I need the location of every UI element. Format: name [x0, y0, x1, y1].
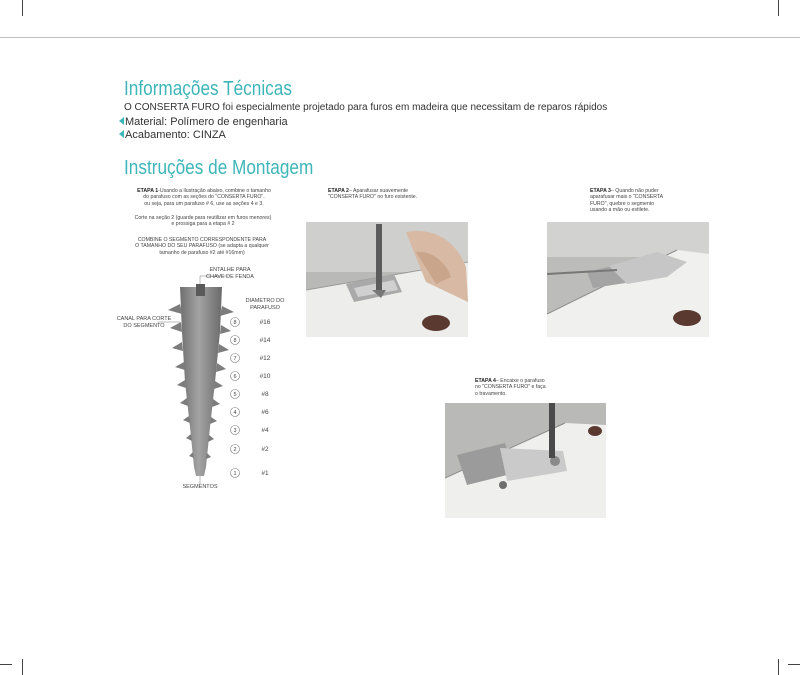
diametro-label: DIAMETRO DO [245, 298, 285, 304]
etapa3-line: FURO", quebre o segmento [590, 200, 655, 207]
etapa1-label: ETAPA 1 [137, 188, 159, 194]
corte-line: e prossiga para a etapa # 2 [171, 221, 235, 228]
screw-size: #1 [261, 470, 269, 477]
etapa4-label: ETAPA 4 [475, 378, 496, 384]
etapa4-line: no "CONSERTA FURO" e faça [475, 384, 546, 391]
canal-label: DO SEGMENTO [123, 323, 165, 329]
section-number: 8 [233, 338, 237, 344]
conserta-furo-diagram [110, 262, 310, 494]
combine-line: tamanho de parafuso #2 até #16mm) [159, 249, 245, 256]
section-number: 2 [233, 447, 237, 453]
section-number: 1 [233, 471, 237, 477]
section-number: 4 [233, 410, 237, 416]
etapa1-corte [118, 215, 288, 228]
corte-line: Corte na seção 2 (guarde para reutilizar em furos menores) [134, 215, 272, 221]
etapa1-combine [114, 237, 290, 256]
etapa1-line-text: -Usando a ilustração abaixo, combine o tamanho [158, 188, 271, 194]
bullet-material [119, 116, 288, 128]
crop-mark [778, 0, 779, 16]
etapa3-line-text: – Quando não puder [610, 188, 659, 194]
header-rule [0, 37, 800, 38]
etapa3-line: aparafusar mais o "CONSERTA [590, 194, 664, 201]
etapa1-text [124, 188, 284, 207]
etapa2-line: "CONSERTA FURO" no furo existente. [328, 194, 418, 201]
crop-mark [22, 659, 23, 675]
etapa4-photo [445, 403, 606, 518]
combine-line: COMBINE O SEGMENTO CORRESPONDENTE PARA [137, 237, 267, 243]
screw-size: #10 [259, 373, 271, 380]
etapa2-photo [306, 222, 468, 337]
segmentos-label: SEGMENTOS [182, 484, 218, 490]
section-number: 5 [233, 392, 237, 398]
etapa4-text [475, 378, 585, 397]
etapa3-label: ETAPA 3 [590, 188, 611, 194]
screw-size: #2 [261, 446, 269, 453]
entalhe-label: CHAVE DE FENDA [206, 274, 254, 280]
montagem-title: Instruções de Montagem [124, 157, 314, 179]
combine-line: O TAMANHO DO SEU PARAFUSO (se adapta a qualquer [135, 243, 269, 250]
bullet-text: Acabamento: CINZA [125, 129, 226, 141]
etapa2-label: ETAPA 2 [328, 188, 349, 194]
bullet-acabamento [119, 129, 226, 141]
crop-mark [778, 659, 779, 675]
etapa3-line: usando a mão ou estilete. [590, 207, 650, 214]
section-number: 7 [233, 356, 237, 362]
screw-size: #12 [259, 355, 271, 362]
screw-size: #14 [259, 337, 271, 344]
bullet-text: Material: Polímero de engenharia [125, 116, 288, 128]
crop-mark [788, 664, 800, 665]
bullet-arrow-icon [119, 130, 124, 138]
screw-size: #6 [261, 409, 269, 416]
bullet-arrow-icon [119, 117, 124, 125]
canal-label: CANAL PARA CORTE [116, 316, 172, 322]
crop-mark [22, 0, 23, 16]
etapa1-line: do parafuso com as seções do "CONSERTA FURO". [143, 194, 265, 201]
etapa3-photo [547, 222, 709, 337]
entalhe-label: ENTALHE PARA [209, 267, 251, 273]
diametro-label: PARAFUSO [250, 305, 280, 311]
screw-size: #4 [261, 427, 269, 434]
screw-size: #8 [261, 391, 269, 398]
section-number: 6 [233, 374, 237, 380]
section-number: 3 [233, 428, 237, 434]
etapa3-text [590, 188, 700, 214]
etapa4-line: o travamento. [475, 390, 507, 397]
etapa4-line-text: – Encaixe o parafuso [495, 378, 545, 384]
screw-size: #16 [259, 319, 271, 326]
crop-mark [0, 664, 12, 665]
tecnicas-title: Informações Técnicas [124, 78, 292, 100]
etapa2-text [328, 188, 448, 201]
etapa2-line-text: – Aparafusar suavemente [348, 188, 409, 194]
etapa1-line: ou seja, para um parafuso # 6, use as seções 4 e 3. [144, 200, 264, 207]
section-number: 8 [233, 320, 237, 326]
tecnicas-intro: O CONSERTA FURO foi especialmente projetado para furos em madeira que necessitam de reparos rápidos [124, 102, 608, 113]
